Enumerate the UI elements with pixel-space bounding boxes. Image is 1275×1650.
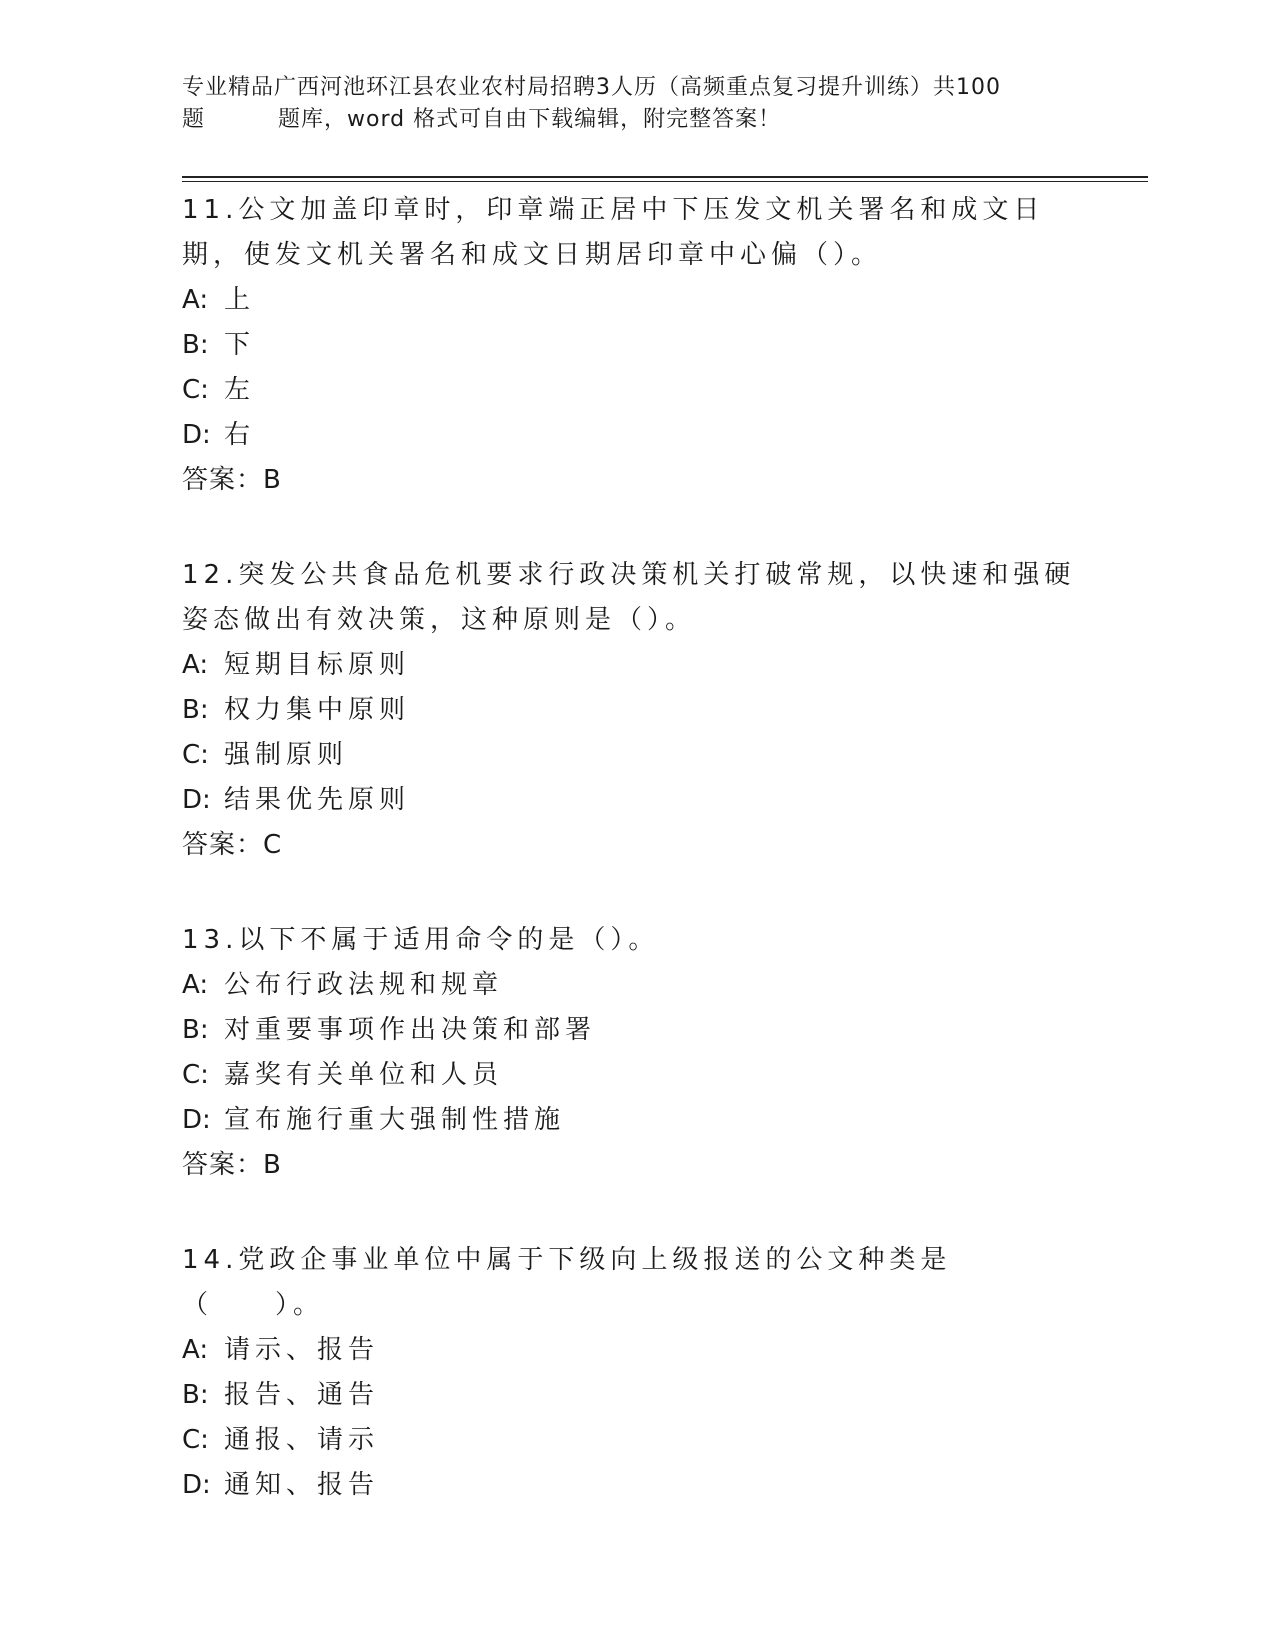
option-text: 嘉奖有关单位和人员 (224, 1060, 504, 1090)
option-text: 上 (224, 285, 256, 315)
option-a (182, 1328, 1082, 1373)
option-text: 强制原则 (224, 740, 349, 770)
option-text: 通知、报告 (224, 1470, 380, 1500)
option-text: 请示、报告 (224, 1335, 380, 1365)
option-b (182, 1373, 1082, 1418)
option-key: A: (182, 970, 209, 1000)
option-key: D: (182, 420, 211, 450)
header-divider-thin (182, 181, 1148, 182)
option-text: 右 (224, 420, 256, 450)
option-key: B: (182, 695, 209, 725)
option-text: 报告、通告 (224, 1380, 380, 1410)
option-key: D: (182, 1470, 211, 1500)
option-d (182, 413, 1082, 458)
header-divider-thick (182, 176, 1148, 178)
option-key: C: (182, 1425, 209, 1455)
option-c (182, 733, 1082, 778)
option-key: C: (182, 740, 209, 770)
option-key: B: (182, 1380, 209, 1410)
header-subtitle-text: 题库，word 格式可自由下载编辑，附完整答案！ (278, 107, 782, 132)
header-subtitle-prefix: 题 (182, 107, 206, 132)
option-key: C: (182, 1060, 209, 1090)
option-key: D: (182, 785, 211, 815)
option-key: A: (182, 285, 209, 315)
option-key: A: (182, 650, 209, 680)
answer-line: 答案：B (182, 1150, 282, 1180)
question-stem: 13.以下不属于适用命令的是（）。 (182, 925, 660, 955)
option-text: 短期目标原则 (224, 650, 411, 680)
option-text: 对重要事项作出决策和部署 (224, 1015, 597, 1045)
option-text: 结果优先原则 (224, 785, 411, 815)
option-key: B: (182, 1015, 209, 1045)
option-text: 通报、请示 (224, 1425, 380, 1455)
option-b (182, 323, 1082, 368)
option-d (182, 1463, 1082, 1508)
option-c (182, 1418, 1082, 1463)
option-a (182, 278, 1082, 323)
header-subtitle-line (182, 104, 1082, 136)
option-d (182, 1098, 1082, 1143)
option-key: C: (182, 375, 209, 405)
answer-line: 答案：C (182, 830, 283, 860)
option-text: 左 (224, 375, 256, 405)
question-list (182, 188, 1082, 1558)
option-a (182, 963, 1082, 1008)
option-text: 权力集中原则 (224, 695, 411, 725)
option-b (182, 1008, 1082, 1053)
question-stem: 11.公文加盖印章时，印章端正居中下压发文机关署名和成文日期，使发文机关署名和成文日期居印章中心偏（）。 (182, 195, 1045, 270)
option-a (182, 643, 1082, 688)
option-text: 下 (224, 330, 256, 360)
option-d (182, 778, 1082, 823)
option-text: 公布行政法规和规章 (224, 970, 504, 1000)
question-item (182, 1238, 1082, 1508)
header-title-line: 专业精品广西河池环江县农业农村局招聘3人历（高频重点复习提升训练）共100 (182, 75, 1001, 100)
option-key: B: (182, 330, 209, 360)
question-item (182, 553, 1082, 868)
document-header (182, 72, 1082, 136)
option-c (182, 368, 1082, 413)
option-b (182, 688, 1082, 733)
option-key: D: (182, 1105, 211, 1135)
question-item (182, 918, 1082, 1188)
question-stem: 14.党政企事业单位中属于下级向上级报送的公文种类是（ ）。 (182, 1245, 952, 1320)
option-key: A: (182, 1335, 209, 1365)
option-c (182, 1053, 1082, 1098)
question-item (182, 188, 1082, 503)
option-text: 宣布施行重大强制性措施 (224, 1105, 566, 1135)
question-stem: 12.突发公共食品危机要求行政决策机关打破常规，以快速和强硬姿态做出有效决策，这种原则是（）。 (182, 560, 1076, 635)
answer-line: 答案：B (182, 465, 282, 495)
